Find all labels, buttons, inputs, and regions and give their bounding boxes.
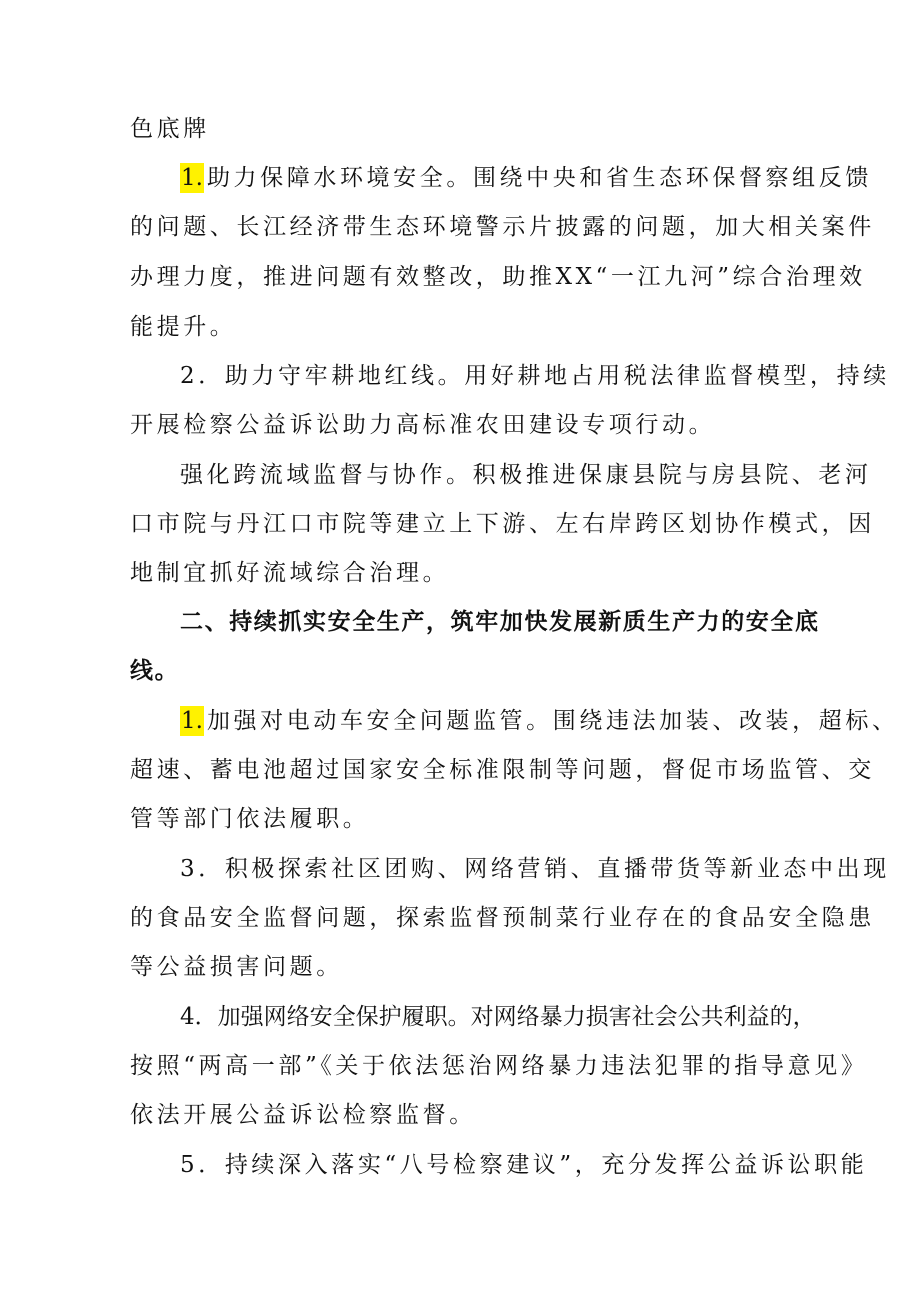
item-1-ebike-line-2: 超速、蓄电池超过国家安全标准限制等问题，督促市场监管、交 [130, 757, 875, 783]
section-2-heading-line-2: 线。 [130, 658, 180, 684]
continued-line-end: 色底牌 [130, 116, 210, 142]
item-1-water-safety-line-1: 1. 助力保障水环境安全。围绕中央和省生态环保督察组反馈 [181, 165, 872, 191]
item-1-ebike-line-1: 1. 加强对电动车安全问题监管。围绕违法加装、改装，超标、 [181, 708, 899, 734]
section-2-heading-line-1: 二、持续抓实安全生产，筑牢加快发展新质生产力的安全底 [180, 609, 820, 635]
cross-basin-paragraph-line-1: 强化跨流域监督与协作。积极推进保康县院与房县院、老河 [180, 462, 872, 488]
cross-basin-paragraph-line-2: 口市院与丹江口市院等建立上下游、左右岸跨区划协作模式，因 [130, 511, 875, 537]
highlighted-item-number: 1. [181, 165, 203, 191]
item-2-farmland-line-1: 2．助力守牢耕地红线。用好耕地占用税法律监督模型，持续 [180, 363, 890, 389]
highlighted-item-number: 1. [181, 708, 203, 734]
item-1-ebike-line-3: 管等部门依法履职。 [130, 806, 370, 832]
item-3-food-safety-line-2: 的食品安全监督问题，探索监督预制菜行业存在的食品安全隐患 [130, 905, 875, 931]
item-4-network-safety-line-3: 依法开展公益诉讼检察监督。 [130, 1102, 476, 1128]
item-1-water-safety-line-3: 办理力度，推进问题有效整改，助推XX“一江九河”综合治理效 [130, 264, 866, 290]
cross-basin-paragraph-line-3: 地制宜抓好流域综合治理。 [130, 560, 450, 586]
item-1-water-safety-line-4: 能提升。 [130, 314, 237, 340]
item-3-food-safety-line-3: 等公益损害问题。 [130, 954, 343, 980]
item-1-water-safety-line-2: 的问题、长江经济带生态环境警示片披露的问题，加大相关案件 [130, 214, 875, 240]
item-2-farmland-line-2: 开展检察公益诉讼助力高标准农田建设专项行动。 [130, 412, 716, 438]
item-5-prosecution-line-1: 5．持续深入落实“八号检察建议”，充分发挥公益诉讼职能 [180, 1152, 868, 1178]
item-4-network-safety-line-1: 4．加强网络安全保护履职。对网络暴力损害社会公共利益的， [180, 1004, 816, 1030]
item-3-food-safety-line-1: 3．积极探索社区团购、网络营销、直播带货等新业态中出现 [180, 856, 890, 882]
item-4-network-safety-line-2: 按照“两高一部”《关于依法惩治网络暴力违法犯罪的指导意见》 [130, 1053, 868, 1079]
